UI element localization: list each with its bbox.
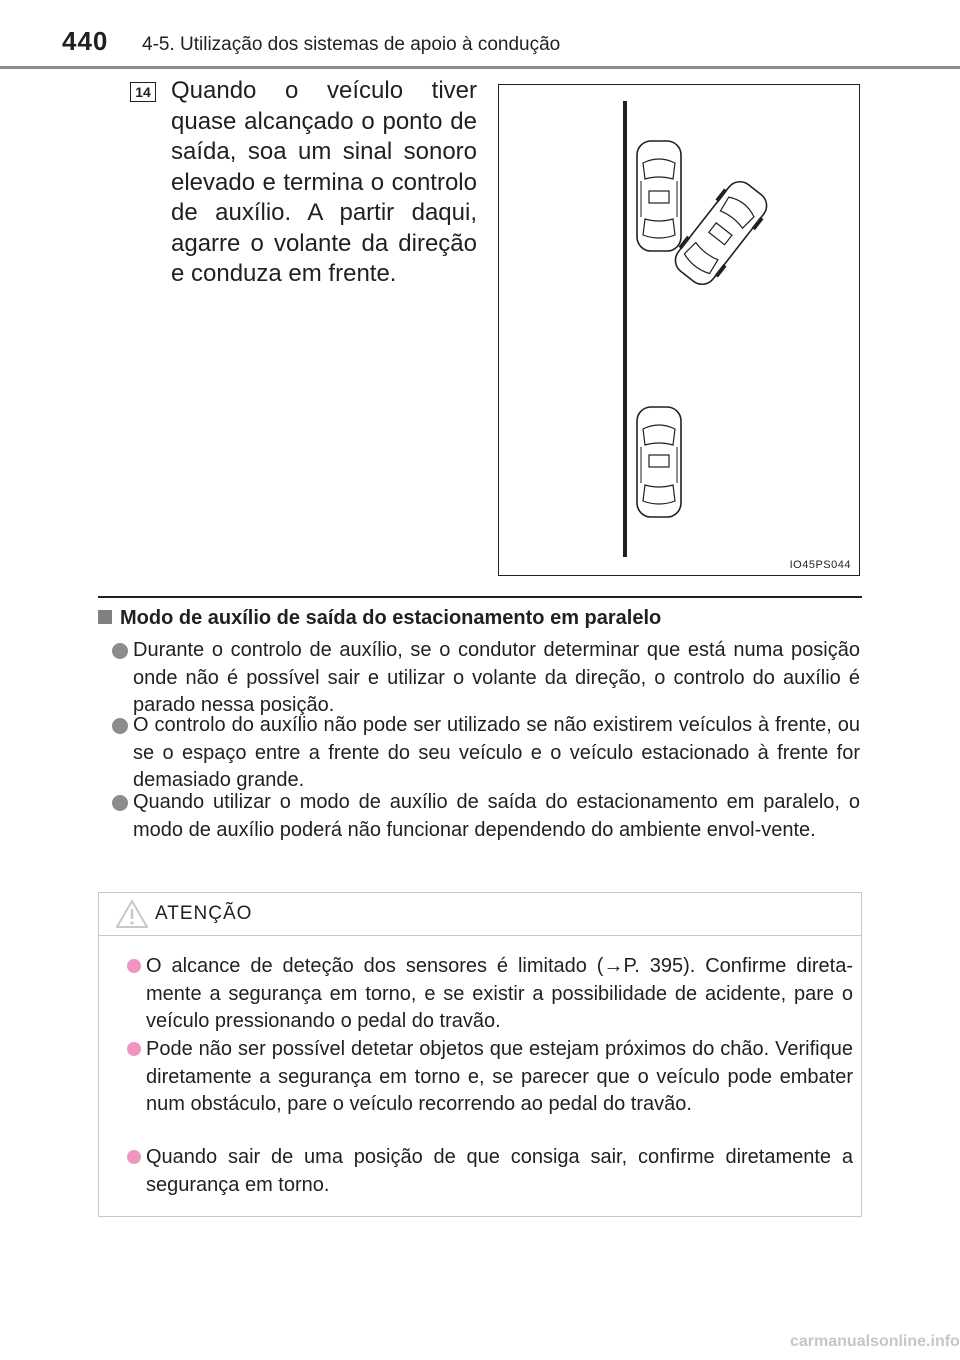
warning-list-item [127, 953, 853, 1036]
circle-bullet-icon [112, 795, 128, 811]
list-item-text: Durante o controlo de auxílio, se o condutor determinar que está numa posição onde não é possível sair e utilizar o volante da direção, o controlo do auxílio é parado nessa posição. [133, 639, 860, 716]
list-item-text: O controlo do auxílio não pode ser utilizado se não existirem veículos à frente, ou se o espaço entre a frente do seu veículo e o veículo estacionado à frente for demasiado grande. [133, 714, 860, 791]
circle-bullet-icon [127, 1150, 141, 1164]
parked-car-top-icon [637, 141, 681, 251]
warning-item-text: O alcance de deteção dos sensores é limitado (→P. 395). Confirme direta-mente a segurança em torno, e se existir a possibilidade de acidente, pare o veículo pressionando o pedal do travão. [146, 955, 853, 1032]
section-heading-text: Modo de auxílio de saída do estacionamento em paralelo [120, 607, 662, 629]
warning-item-text: Quando sair de uma posição de que consiga sair, confirme diretamente a segurança em torno. [146, 1146, 853, 1196]
circle-bullet-icon [127, 959, 141, 973]
warning-box [98, 892, 862, 1217]
warning-title: ATENÇÃO [155, 903, 253, 924]
illustration-code: IO45PS044 [789, 559, 851, 571]
warning-list-item [127, 1036, 853, 1119]
warning-triangle-icon [115, 899, 149, 929]
header-rule [0, 66, 960, 69]
warning-list-item [127, 1144, 853, 1199]
section-rule [98, 596, 862, 598]
parked-car-bottom-icon [637, 407, 681, 517]
circle-bullet-icon [127, 1042, 141, 1056]
square-bullet-icon [98, 610, 112, 624]
page-number: 440 [62, 26, 109, 56]
circle-bullet-icon [112, 643, 128, 659]
section-heading [98, 607, 661, 630]
list-item [112, 789, 860, 844]
section-header-title: 4-5. Utilização dos sistemas de apoio à condução [142, 34, 561, 55]
step-text: Quando o veículo tiver quase alcançado o ponto de saída, soa um sinal sonoro elevado e termina o controlo de auxílio. A partir daqui, agarre o volante da direção e conduza em frente. [171, 77, 477, 287]
warning-header [99, 893, 861, 936]
warning-item-text: Pode não ser possível detetar objetos que estejam próximos do chão. Verifique diretamente a segurança em torno e, se parecer que o veículo pode embater num obstáculo, pare o veículo recorrendo ao pedal do travão. [146, 1038, 853, 1115]
maneuvering-car-icon [667, 174, 774, 291]
step-number-badge: 14 [130, 82, 156, 102]
footer-watermark: carmanualsonline.info [790, 1333, 960, 1350]
circle-bullet-icon [112, 718, 128, 734]
parking-diagram [499, 85, 859, 575]
list-item [112, 637, 860, 720]
parking-illustration [498, 84, 860, 576]
list-item [112, 712, 860, 795]
list-item-text: Quando utilizar o modo de auxílio de saída do estacionamento em paralelo, o modo de auxílio poderá não funcionar dependendo do ambiente envol-vente. [133, 791, 860, 841]
